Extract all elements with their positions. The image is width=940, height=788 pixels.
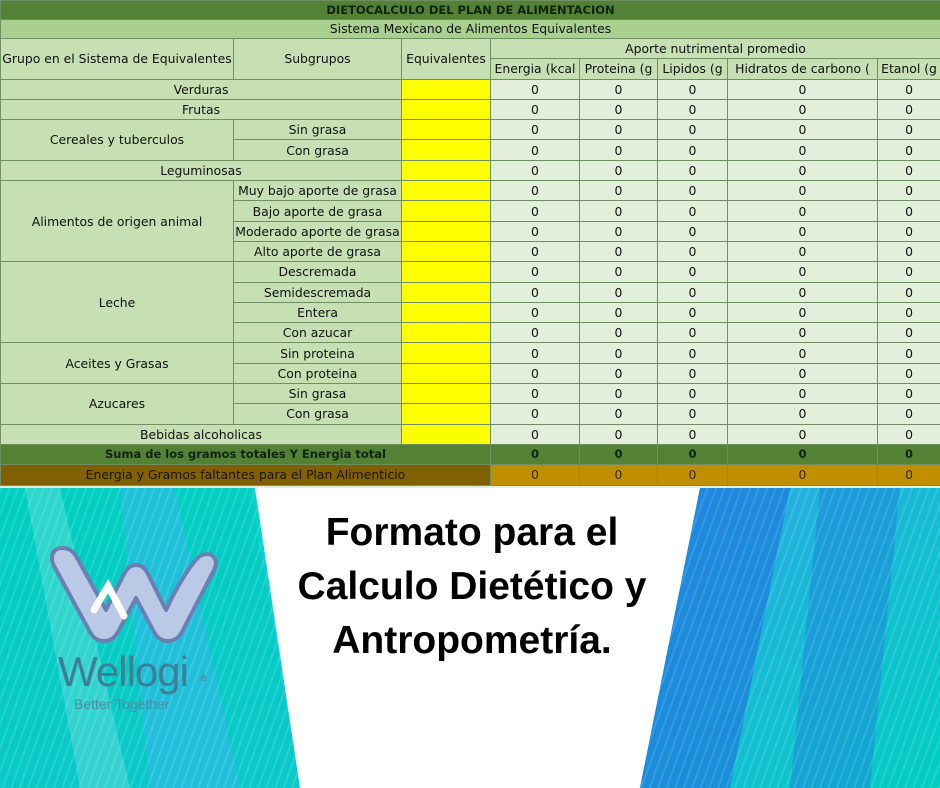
nutrient-value-cell: 0 [580,181,658,201]
nutrient-value-cell: 0 [580,140,658,160]
nutrient-value-cell: 0 [658,99,728,119]
nutrient-value-cell: 0 [491,343,580,363]
equivalents-input[interactable] [402,262,491,282]
nutrient-value-cell: 0 [658,302,728,322]
nutrient-value-cell: 0 [728,384,878,404]
nutrient-value-cell: 0 [728,201,878,221]
equivalents-input[interactable] [402,201,491,221]
nutrient-value-cell: 0 [728,343,878,363]
nutrient-value-cell: 0 [878,323,940,343]
subgroup-alto-grasa: Alto aporte de grasa [234,241,402,261]
equivalents-input[interactable] [402,363,491,383]
group-leguminosas: Leguminosas [1,160,402,180]
group-cereales: Cereales y tuberculos [1,120,234,161]
nutrient-value-cell: 0 [491,221,580,241]
nutrient-value-cell: 0 [658,79,728,99]
totals-row [1,444,940,464]
equivalents-input[interactable] [402,120,491,140]
nutrient-value-cell: 0 [658,262,728,282]
nutrient-value-cell: 0 [658,181,728,201]
nutrient-value-cell: 0 [580,343,658,363]
nutrient-value-cell: 0 [491,241,580,261]
nutrient-value-cell: 0 [658,404,728,424]
nutrient-value-cell: 0 [580,444,658,464]
nutrient-value-cell: 0 [658,201,728,221]
table-row [1,343,940,363]
nutrient-value-cell: 0 [658,221,728,241]
group-aceites: Aceites y Grasas [1,343,234,384]
nutrient-value-cell: 0 [580,424,658,444]
nutrient-value-cell: 0 [878,262,940,282]
header-contribution: Aporte nutrimental promedio [491,39,940,59]
nutrient-value-cell: 0 [728,79,878,99]
nutrient-value-cell: 0 [580,79,658,99]
nutrient-value-cell: 0 [491,120,580,140]
nutrient-value-cell: 0 [878,282,940,302]
header-subgroup: Subgrupos [234,39,402,80]
nutrient-value-cell: 0 [491,181,580,201]
nutrient-value-cell: 0 [580,262,658,282]
header-equivalents: Equivalentes [402,39,491,80]
subgroup-bajo-grasa: Bajo aporte de grasa [234,201,402,221]
nutrient-value-cell: 0 [658,363,728,383]
equivalents-input[interactable] [402,282,491,302]
sheet-title: DIETOCALCULO DEL PLAN DE ALIMENTACION [1,1,940,20]
nutrient-value-cell: 0 [658,323,728,343]
nutrient-value-cell: 0 [878,465,940,485]
subgroup-con-azucar: Con azucar [234,323,402,343]
nutrient-value-cell: 0 [491,302,580,322]
nutrient-value-cell: 0 [491,323,580,343]
nutrient-value-cell: 0 [728,140,878,160]
subgroup-azucar-con-grasa: Con grasa [234,404,402,424]
subgroup-cereales-sin-grasa: Sin grasa [234,120,402,140]
brand-tagline: Better Together [74,696,170,712]
equivalents-input[interactable] [402,302,491,322]
nutrient-value-cell: 0 [728,120,878,140]
equivalents-input[interactable] [402,384,491,404]
nutrient-value-cell: 0 [491,262,580,282]
equivalents-input[interactable] [402,424,491,444]
sheet-subtitle: Sistema Mexicano de Alimentos Equivalentes [1,20,940,39]
subgroup-cereales-con-grasa: Con grasa [234,140,402,160]
header-ethanol: Etanol (g [878,59,940,79]
nutrient-value-cell: 0 [658,343,728,363]
nutrient-value-cell: 0 [580,465,658,485]
table-row [1,120,940,140]
nutrient-value-cell: 0 [491,444,580,464]
nutrient-value-cell: 0 [491,79,580,99]
missing-label: Energia y Gramos faltantes para el Plan Alimenticio [1,465,491,485]
group-azucares: Azucares [1,384,234,425]
nutrient-value-cell: 0 [491,363,580,383]
table-row [1,262,940,282]
table-row [1,384,940,404]
nutrient-value-cell: 0 [878,79,940,99]
header-energy: Energia (kcal [491,59,580,79]
nutrient-value-cell: 0 [491,384,580,404]
group-frutas: Frutas [1,99,402,119]
nutrient-value-cell: 0 [580,323,658,343]
equivalents-input[interactable] [402,160,491,180]
nutrient-value-cell: 0 [878,221,940,241]
nutrient-value-cell: 0 [728,444,878,464]
subgroup-muy-bajo-grasa: Muy bajo aporte de grasa [234,181,402,201]
nutrient-value-cell: 0 [878,444,940,464]
nutrient-value-cell: 0 [728,404,878,424]
subgroup-entera: Entera [234,302,402,322]
nutrient-value-cell: 0 [878,404,940,424]
nutrient-value-cell: 0 [878,343,940,363]
nutrient-value-cell: 0 [580,384,658,404]
nutrient-value-cell: 0 [728,465,878,485]
nutrient-value-cell: 0 [878,181,940,201]
nutrient-value-cell: 0 [491,201,580,221]
header-lipids: Lipidos (g [658,59,728,79]
nutrient-value-cell: 0 [491,140,580,160]
nutrient-value-cell: 0 [728,262,878,282]
nutrient-value-cell: 0 [658,160,728,180]
group-bebidas: Bebidas alcoholicas [1,424,402,444]
promo-banner [0,488,940,788]
equivalents-input[interactable] [402,323,491,343]
nutrient-value-cell: 0 [728,181,878,201]
nutrient-value-cell: 0 [728,363,878,383]
table-row [1,424,940,444]
nutrient-value-cell: 0 [580,201,658,221]
equivalents-input[interactable] [402,241,491,261]
nutrient-value-cell: 0 [580,221,658,241]
nutrient-value-cell: 0 [728,424,878,444]
nutrient-value-cell: 0 [658,241,728,261]
nutrient-value-cell: 0 [728,221,878,241]
subgroup-azucar-sin-grasa: Sin grasa [234,384,402,404]
nutrient-value-cell: 0 [491,424,580,444]
nutrient-value-cell: 0 [658,140,728,160]
subgroup-con-proteina: Con proteina [234,363,402,383]
nutrient-value-cell: 0 [658,444,728,464]
subgroup-moderado-grasa: Moderado aporte de grasa [234,221,402,241]
equivalents-input[interactable] [402,181,491,201]
nutrient-value-cell: 0 [580,363,658,383]
nutrient-value-cell: 0 [658,465,728,485]
nutrient-value-cell: 0 [491,465,580,485]
nutrient-value-cell: 0 [580,99,658,119]
table-row [1,181,940,201]
nutrient-value-cell: 0 [878,384,940,404]
nutrient-value-cell: 0 [878,241,940,261]
nutrient-value-cell: 0 [491,99,580,119]
nutrient-value-cell: 0 [580,302,658,322]
nutrient-value-cell: 0 [878,302,940,322]
nutrient-value-cell: 0 [658,282,728,302]
nutrient-value-cell: 0 [728,302,878,322]
nutrient-value-cell: 0 [491,160,580,180]
missing-row [1,465,940,485]
group-origen-animal: Alimentos de origen animal [1,181,234,262]
nutrient-value-cell: 0 [728,160,878,180]
headline: Formato para el Calculo Dietético y Antropometría. [297,511,647,662]
table-row [1,160,940,180]
nutrient-value-cell: 0 [580,404,658,424]
nutrient-value-cell: 0 [878,201,940,221]
registered-mark: ® [200,673,207,683]
totals-label: Suma de los gramos totales Y Energia total [1,444,491,464]
nutrient-value-cell: 0 [580,120,658,140]
header-protein: Proteina (g [580,59,658,79]
nutrient-value-cell: 0 [658,120,728,140]
nutrient-value-cell: 0 [728,99,878,119]
nutrient-value-cell: 0 [580,241,658,261]
table-row [1,99,940,119]
equivalents-input[interactable] [402,221,491,241]
nutrient-value-cell: 0 [878,99,940,119]
nutrient-value-cell: 0 [491,404,580,424]
nutrient-value-cell: 0 [580,282,658,302]
nutrient-value-cell: 0 [878,363,940,383]
nutrient-value-cell: 0 [878,120,940,140]
nutrient-value-cell: 0 [728,241,878,261]
brand-name: Wellogi [58,648,188,695]
nutrient-value-cell: 0 [658,424,728,444]
header-group: Grupo en el Sistema de Equivalentes [1,39,234,80]
equivalents-input[interactable] [402,79,491,99]
nutrient-value-cell: 0 [580,160,658,180]
nutrient-value-cell: 0 [878,424,940,444]
subgroup-sin-proteina: Sin proteina [234,343,402,363]
group-verduras: Verduras [1,79,402,99]
subgroup-semidescremada: Semidescremada [234,282,402,302]
nutrient-value-cell: 0 [491,282,580,302]
equivalents-input[interactable] [402,99,491,119]
subgroup-descremada: Descremada [234,262,402,282]
nutrient-value-cell: 0 [728,323,878,343]
equivalents-input[interactable] [402,343,491,363]
group-leche: Leche [1,262,234,343]
nutrient-value-cell: 0 [728,282,878,302]
equivalents-input[interactable] [402,140,491,160]
nutrient-value-cell: 0 [878,140,940,160]
equivalents-input[interactable] [402,404,491,424]
table-row [1,79,940,99]
nutrient-value-cell: 0 [878,160,940,180]
nutrient-value-cell: 0 [658,384,728,404]
header-carbs: Hidratos de carbono ( [728,59,878,79]
